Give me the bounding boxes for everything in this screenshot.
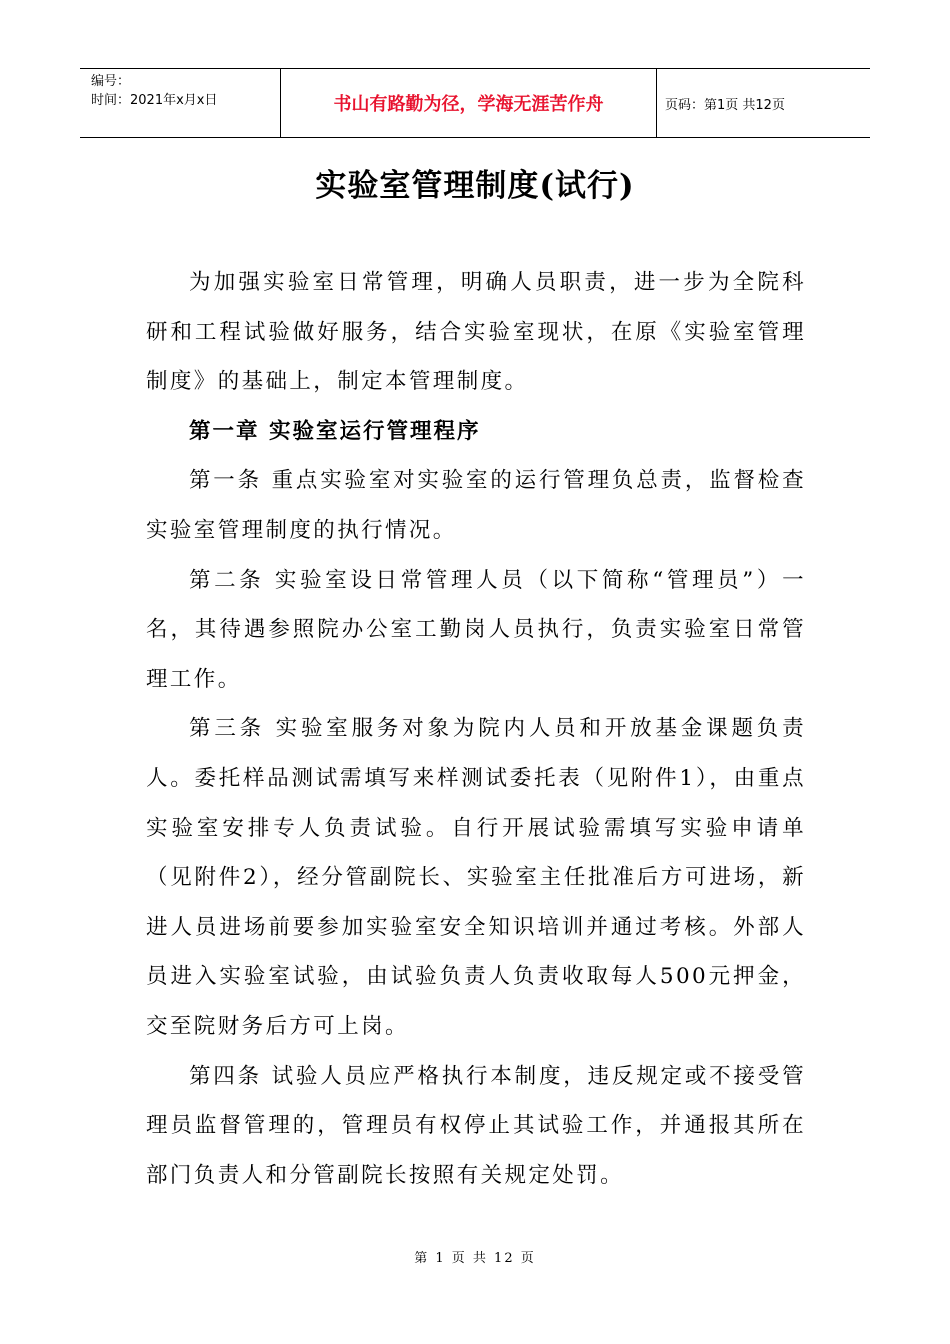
header-meta-cell (80, 69, 281, 137)
header-motto: 书山有路勤为径，学海无涯苦作舟 (281, 69, 657, 137)
article-4-paragraph: 第四条 试验人员应严格执行本制度，违反规定或不接受管理员监督管理的，管理员有权停止其试验工作，并通报其所在部门负责人和分管副院长按照有关规定处罚。 (146, 1063, 806, 1188)
article-1-paragraph: 第一条 重点实验室对实验室的运行管理负总责，监督检查实验室管理制度的执行情况。 (146, 468, 806, 543)
header-page-info: 页码：第1页 共12页 (665, 97, 785, 113)
page-footer: 第 1 页 共 12 页 (414, 1251, 536, 1266)
page-header (80, 68, 870, 138)
document-body (146, 258, 806, 1200)
intro-paragraph: 为加强实验室日常管理，明确人员职责，进一步为全院科研和工程试验做好服务，结合实验室现状，在原《实验室管理制度》的基础上，制定本管理制度。 (146, 270, 806, 395)
document-title: 实验室管理制度(试行) (315, 168, 635, 204)
document-number-label: 编号： (91, 74, 131, 89)
chapter-heading: 第一章 实验室运行管理程序 (189, 418, 481, 444)
article-2-paragraph: 第二条 实验室设日常管理人员（以下简称“管理员”）一名，其待遇参照院办公室工勤岗人员执行，负责实验室日常管理工作。 (146, 567, 806, 692)
article-3-paragraph: 第三条 实验室服务对象为院内人员和开放基金课题负责人。委托样品测试需填写来样测试委托表（见附件1），由重点实验室安排专人负责试验。自行开展试验需填写实验申请单（见附件2），经分管副院长、实验室主任批准后方可进场，新进人员进场前要参加实验室安全知识培训并通过考核。外部人员进入实验室试验，由试验负责人负责收取每人500元押金，交至院财务后方可上岗。 (146, 716, 806, 1039)
document-date-label: 时间：2021年x月x日 (91, 93, 218, 108)
